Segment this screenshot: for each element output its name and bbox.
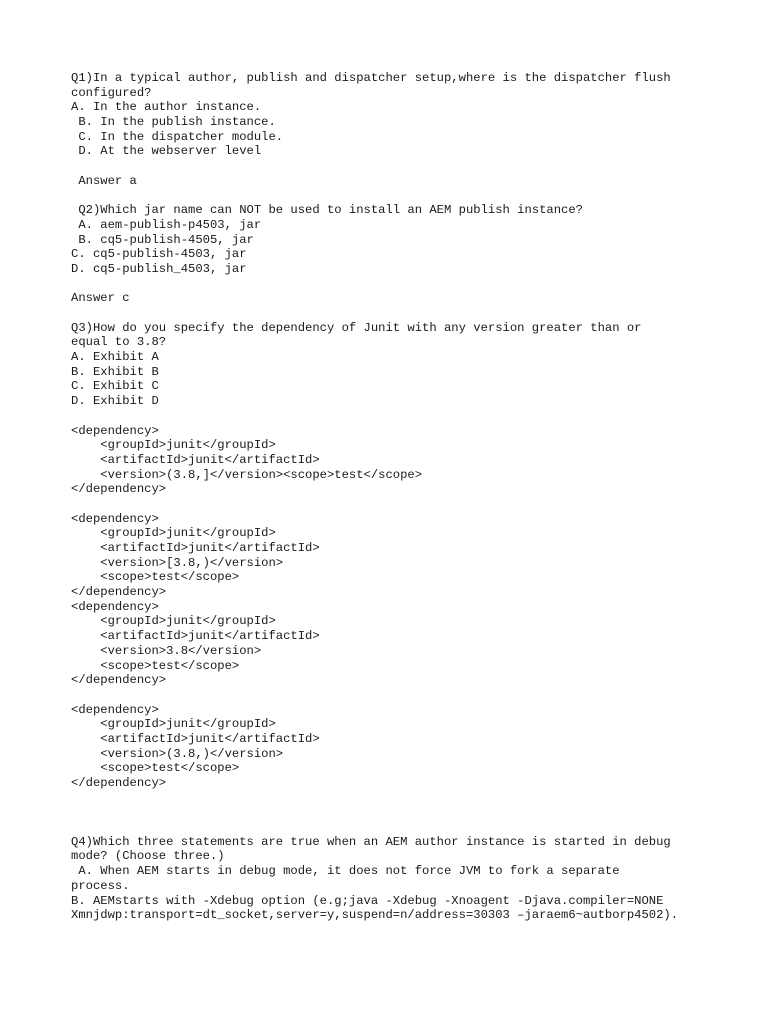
question-text: Q1)In a typical author, publish and dispatcher setup,where is the dispatcher flush (71, 71, 671, 85)
question-2 (71, 203, 711, 321)
code-line: <version>(3.8,)</version> (71, 746, 284, 761)
exhibit-d-code (71, 703, 711, 791)
option: C. Exhibit C (71, 379, 159, 394)
code-line: <artifactId>junit</artifactId> (71, 541, 320, 555)
code-line: </dependency> (71, 673, 167, 688)
option: Xmnjdwp:transport=dt_socket,server=y,suspend=n/address=30303 –jaraem6~autborp4502). (71, 908, 679, 923)
code-line: <groupId>junit</groupId> (71, 717, 276, 732)
question-text: Q4)Which three statements are true when an AEM author instance is started in debug (71, 834, 671, 849)
option: B. Exhibit B (71, 364, 159, 379)
code-line: </dependency> (71, 585, 167, 600)
option: A. When AEM starts in debug mode, it does not force JVM to fork a separate (71, 864, 620, 879)
option: B. cq5-publish-4505, jar (71, 232, 254, 247)
exhibit-c-code (71, 600, 711, 688)
question-4 (71, 835, 711, 923)
code-line: <version>(3.8,]</version><scope>test</scope> (71, 467, 423, 482)
code-line: <scope>test</scope> (71, 761, 240, 776)
code-line: <dependency> (71, 599, 159, 614)
code-line: <dependency> (71, 511, 159, 526)
question-text: configured? (71, 85, 152, 100)
code-line: <artifactId>junit</artifactId> (71, 629, 320, 644)
option: D. Exhibit D (71, 394, 159, 409)
code-line: <version>[3.8,)</version> (71, 555, 284, 570)
code-line: <scope>test</scope> (71, 570, 240, 585)
answer: Answer c (71, 291, 130, 306)
code-line: <groupId>junit</groupId> (71, 526, 276, 541)
option: D. At the webserver level (71, 144, 262, 159)
code-line: </dependency> (71, 482, 167, 497)
option: D. cq5-publish_4503, jar (71, 261, 247, 276)
code-line: <groupId>junit</groupId> (71, 614, 276, 629)
code-line: <scope>test</scope> (71, 658, 240, 673)
option: B. In the publish instance. (71, 115, 276, 130)
question-3 (71, 321, 711, 835)
question-text: Q2)Which jar name can NOT be used to install an AEM publish instance? (71, 203, 583, 218)
option: process. (71, 878, 130, 893)
code-line: <groupId>junit</groupId> (71, 438, 276, 453)
option: B. AEMstarts with -Xdebug option (e.g;java -Xdebug -Xnoagent -Djava.compiler=NONE (71, 893, 664, 908)
code-line: <version>3.8</version> (71, 643, 262, 658)
option: C. cq5-publish-4503, jar (71, 247, 247, 262)
code-line: <artifactId>junit</artifactId> (71, 731, 320, 746)
document-page (71, 71, 711, 923)
question-1 (71, 71, 711, 203)
question-text: mode? (Choose three.) (71, 849, 225, 864)
answer: Answer a (71, 173, 137, 188)
code-line: <dependency> (71, 423, 159, 438)
question-text: equal to 3.8? (71, 335, 167, 350)
code-line: </dependency> (71, 776, 167, 790)
exhibit-a-code (71, 424, 711, 497)
option: C. In the dispatcher module. (71, 129, 284, 144)
question-text: Q3)How do you specify the dependency of Junit with any version greater than or (71, 320, 642, 335)
code-line: <dependency> (71, 702, 159, 717)
code-line: <artifactId>junit</artifactId> (71, 452, 320, 467)
option: A. In the author instance. (71, 100, 262, 115)
option: A. Exhibit A (71, 350, 159, 365)
exhibit-b-code (71, 512, 711, 600)
option: A. aem-publish-p4503, jar (71, 217, 262, 232)
